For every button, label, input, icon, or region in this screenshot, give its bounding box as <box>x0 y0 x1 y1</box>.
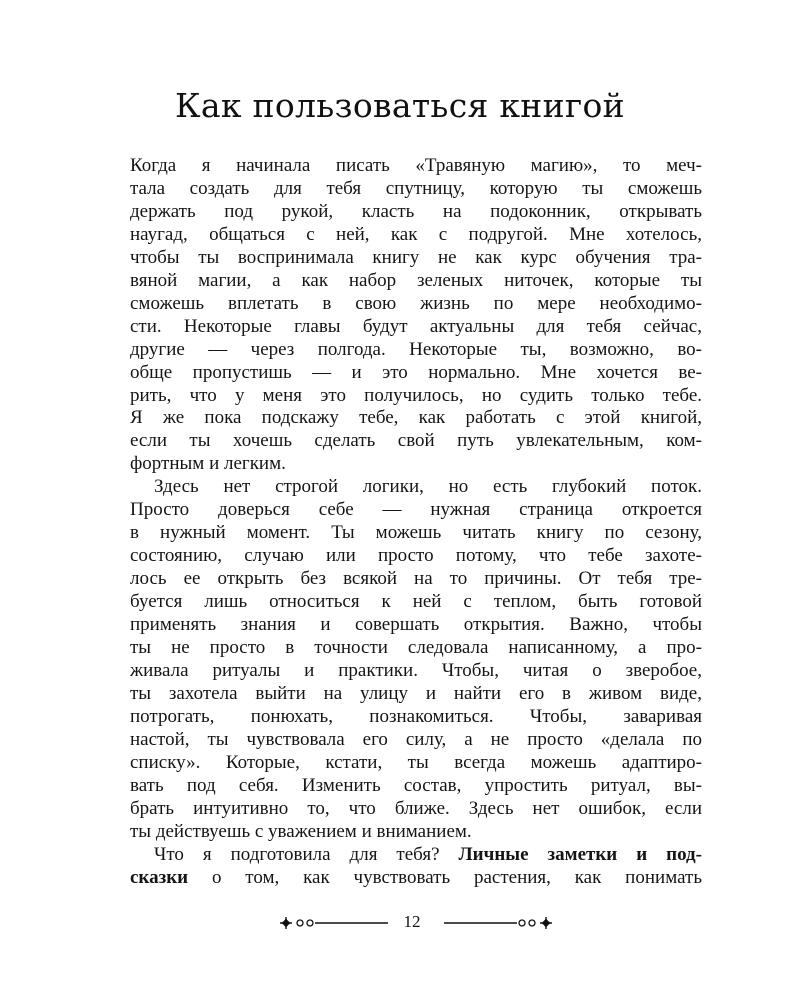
text-line: сможешь вплетать в свою жизнь по мере необходимо- <box>130 292 702 314</box>
text-line-bold: Личные заметки и под- <box>458 843 702 865</box>
body-text <box>130 155 702 890</box>
text-line <box>130 844 702 867</box>
text-line: обще пропустишь — и это нормально. Мне хочется ве- <box>130 361 702 383</box>
text-line: ты не просто в точности следовала написанному, а про- <box>130 637 702 659</box>
left-ornament-icon <box>280 916 392 930</box>
text-line: Когда я начинала писать «Травяную магию», то меч- <box>130 155 702 176</box>
text-line: ты захотела выйти на улицу и найти его в живом виде, <box>130 682 702 704</box>
text-line: применять знания и совершать открытия. Важно, чтобы <box>130 614 702 636</box>
text-line: чтобы ты воспринимала книгу не как курс обучения тра- <box>130 246 702 268</box>
text-line: настой, ты чувствовала его силу, а не просто «делала по <box>130 728 702 750</box>
text-line: лось ее открыть без всякой на то причины. От тебя тре- <box>130 568 702 590</box>
page-title: Как пользоваться книгой <box>175 86 625 125</box>
text-line: потрогать, понюхать, познакомиться. Чтобы, заваривая <box>130 705 702 727</box>
right-ornament-icon <box>440 916 552 930</box>
page-footer <box>0 912 800 936</box>
text-line: в нужный момент. Ты можешь читать книгу по сезону, <box>130 522 702 544</box>
text-line: если ты хочешь сделать свой путь увлекательным, ком- <box>130 430 702 452</box>
text-line: тала создать для тебя спутницу, которую ты сможешь <box>130 177 702 199</box>
text-line: Здесь нет строгой логики, но есть глубокий поток. <box>154 476 702 498</box>
text-line: другие — через полгода. Некоторые ты, возможно, во- <box>130 338 702 360</box>
text-line: Просто доверься себе — нужная страница откроется <box>130 499 702 521</box>
text-line-regular: о том, как чувствовать растения, как понимать <box>188 866 702 888</box>
text-line: живала ритуалы и практики. Чтобы, читая о зверобое, <box>130 659 702 681</box>
text-line <box>130 867 702 890</box>
text-line: брать интуитивно то, что ближе. Здесь нет ошибок, если <box>130 797 702 819</box>
text-line: списку». Которые, кстати, ты всегда можешь адаптиро- <box>130 751 702 773</box>
text-line: наугад, общаться с ней, как с подругой. Мне хотелось, <box>130 223 702 245</box>
text-line: ты действуешь с уважением и вниманием. <box>130 820 472 842</box>
page-number: 12 <box>403 912 421 931</box>
text-line: состоянию, случаю или просто потому, что тебе захоте- <box>130 545 702 567</box>
text-line: сти. Некоторые главы будут актуальны для тебя сейчас, <box>130 315 702 337</box>
text-line: вать под себя. Изменить состав, упростить ритуал, вы- <box>130 774 702 796</box>
text-line-bold: сказки <box>130 866 189 888</box>
text-line-regular: Что я подготовила для тебя? <box>154 843 459 865</box>
text-line: буется лишь относиться к ней с теплом, быть готовой <box>130 591 702 613</box>
text-line: фортным и легким. <box>130 453 286 475</box>
text-line: держать под рукой, класть на подоконник, открывать <box>130 200 702 222</box>
text-line: вяной магии, а как набор зеленых ниточек, которые ты <box>130 269 702 291</box>
text-line: Я же пока подскажу тебе, как работать с этой книгой, <box>130 407 702 429</box>
text-line: рить, что у меня это получилось, но судить только тебе. <box>130 384 702 406</box>
